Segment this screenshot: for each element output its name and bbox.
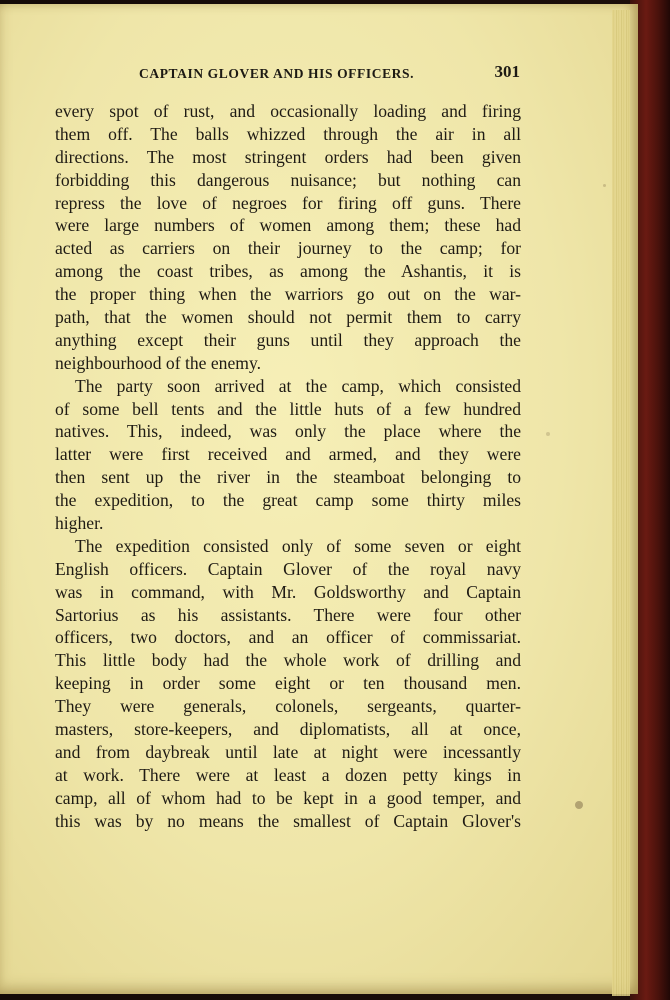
text-line: at work. There were at least a dozen petty kings in xyxy=(55,764,521,785)
paper-blemish xyxy=(603,184,606,187)
text-line: the expedition, to the great camp some thirty miles xyxy=(55,490,521,511)
text-line: keeping in order some eight or ten thousand men. xyxy=(55,673,521,694)
page-number: 301 xyxy=(494,62,520,81)
text-line: anything except their guns until they approach the xyxy=(55,329,521,350)
text-line: English officers. Captain Glover of the royal navy xyxy=(55,558,521,579)
text-line: acted as carriers on their journey to the camp; for xyxy=(55,238,521,259)
text-line: of some bell tents and the little huts of a few hundred xyxy=(55,398,521,419)
text-line: them off. The balls whizzed through the air in all xyxy=(55,123,521,144)
text-line: the proper thing when the warriors go out on the war- xyxy=(55,284,521,305)
text-line: was in command, with Mr. Goldsworthy and Captain xyxy=(55,581,521,602)
text-line: directions. The most stringent orders had been given xyxy=(55,146,521,167)
text-line: camp, all of whom had to be kept in a good temper, and xyxy=(55,787,521,808)
text-line: neighbourhood of the enemy. xyxy=(55,352,262,373)
text-line: higher. xyxy=(55,513,104,534)
paper-blemish xyxy=(546,432,550,436)
page-edge-stack xyxy=(612,10,630,996)
text-line: path, that the women should not permit them to carry xyxy=(55,307,521,328)
running-head xyxy=(56,62,520,88)
text-line: natives. This, indeed, was only the place where the xyxy=(55,421,521,442)
paper-blemish xyxy=(575,801,583,809)
text-line: This little body had the whole work of drilling and xyxy=(55,650,521,671)
text-line: masters, store-keepers, and diplomatists, all at once, xyxy=(55,719,521,740)
text-line: were large numbers of women among them; these had xyxy=(55,215,521,236)
text-line: then sent up the river in the steamboat belonging to xyxy=(55,467,521,488)
paragraph-start-line: The party soon arrived at the camp, which consisted xyxy=(75,375,521,396)
text-line: latter were first received and armed, and they were xyxy=(55,444,521,465)
text-line: every spot of rust, and occasionally loading and firing xyxy=(55,101,521,121)
text-line: repress the love of negroes for firing off guns. There xyxy=(55,192,521,213)
book-page xyxy=(0,4,638,994)
paragraph-start-line: The expedition consisted only of some seven or eight xyxy=(75,535,521,556)
text-line: forbidding this dangerous nuisance; but nothing can xyxy=(55,169,521,190)
body-text xyxy=(55,100,521,833)
text-line: and from daybreak until late at night were incessantly xyxy=(55,741,521,762)
running-title: CAPTAIN GLOVER AND HIS OFFICERS. xyxy=(139,66,415,81)
text-line: Sartorius as his assistants. There were four other xyxy=(55,604,521,625)
text-line: They were generals, colonels, sergeants, quarter- xyxy=(55,696,521,717)
text-line: officers, two doctors, and an officer of commissariat. xyxy=(55,627,521,648)
text-line: among the coast tribes, as among the Ashantis, it is xyxy=(55,261,521,282)
text-line: this was by no means the smallest of Captain Glover's xyxy=(55,810,521,831)
